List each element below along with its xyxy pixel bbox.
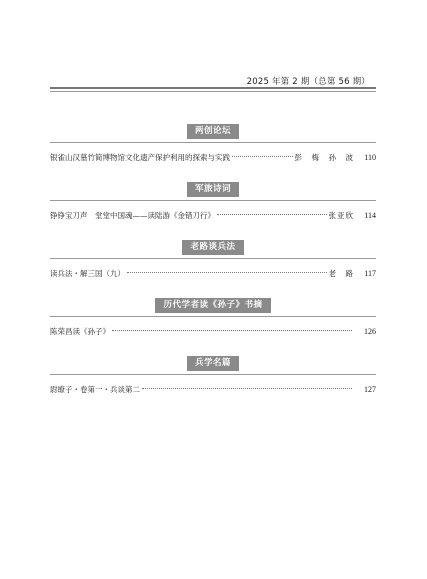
section-title: 军旅诗词 [187, 182, 239, 197]
dot-leader [232, 156, 293, 157]
toc-section [50, 298, 376, 337]
section-title: 历代学者读《孙子》书摘 [155, 298, 270, 313]
header-rule [50, 87, 376, 89]
toc-entry[interactable] [50, 211, 376, 221]
dot-leader [217, 214, 327, 215]
dot-leader [142, 388, 352, 389]
section-title: 两创论坛 [187, 124, 239, 139]
toc-entry[interactable] [50, 153, 376, 163]
toc-section [50, 356, 376, 395]
dot-leader [127, 272, 327, 273]
entry-page: 110 [364, 153, 376, 162]
entry-author: 彭 梅 孙 波 [294, 153, 354, 162]
header-rule-thin [50, 91, 376, 92]
toc-entry[interactable] [50, 385, 376, 395]
section-rule [50, 374, 376, 375]
entry-page: 117 [364, 269, 376, 278]
entry-page: 126 [364, 327, 376, 336]
entry-author: 张亚欣 [328, 211, 354, 220]
toc-entry[interactable] [50, 327, 376, 337]
toc-entry[interactable] [50, 269, 376, 279]
entry-title: 银雀山汉墓竹简博物馆文化遗产保护利用的探索与实践 [50, 153, 230, 162]
section-rule [50, 200, 376, 201]
entry-title: 尉缭子・卷第一・兵谈第二 [50, 385, 140, 394]
toc-section [50, 124, 376, 163]
section-title: 兵学名篇 [187, 356, 239, 371]
section-title: 老路谈兵法 [182, 240, 243, 255]
entry-title: 铮铮宝刀声 堂堂中国魂——读陆游《金错刀行》 [50, 211, 215, 220]
entry-title: 读兵法・解三国（九） [50, 269, 125, 278]
section-rule [50, 316, 376, 317]
section-rule [50, 258, 376, 259]
toc-section [50, 182, 376, 221]
entry-title: 陈荣昌读《孙子》 [50, 327, 110, 336]
entry-author: 老 路 [328, 269, 354, 278]
issue-number: 2025 年第 2 期（总第 56 期） [246, 77, 370, 87]
entry-page: 127 [364, 385, 376, 394]
toc-section [50, 240, 376, 279]
entry-page: 114 [364, 211, 376, 220]
section-rule [50, 142, 376, 143]
dot-leader [112, 330, 352, 331]
